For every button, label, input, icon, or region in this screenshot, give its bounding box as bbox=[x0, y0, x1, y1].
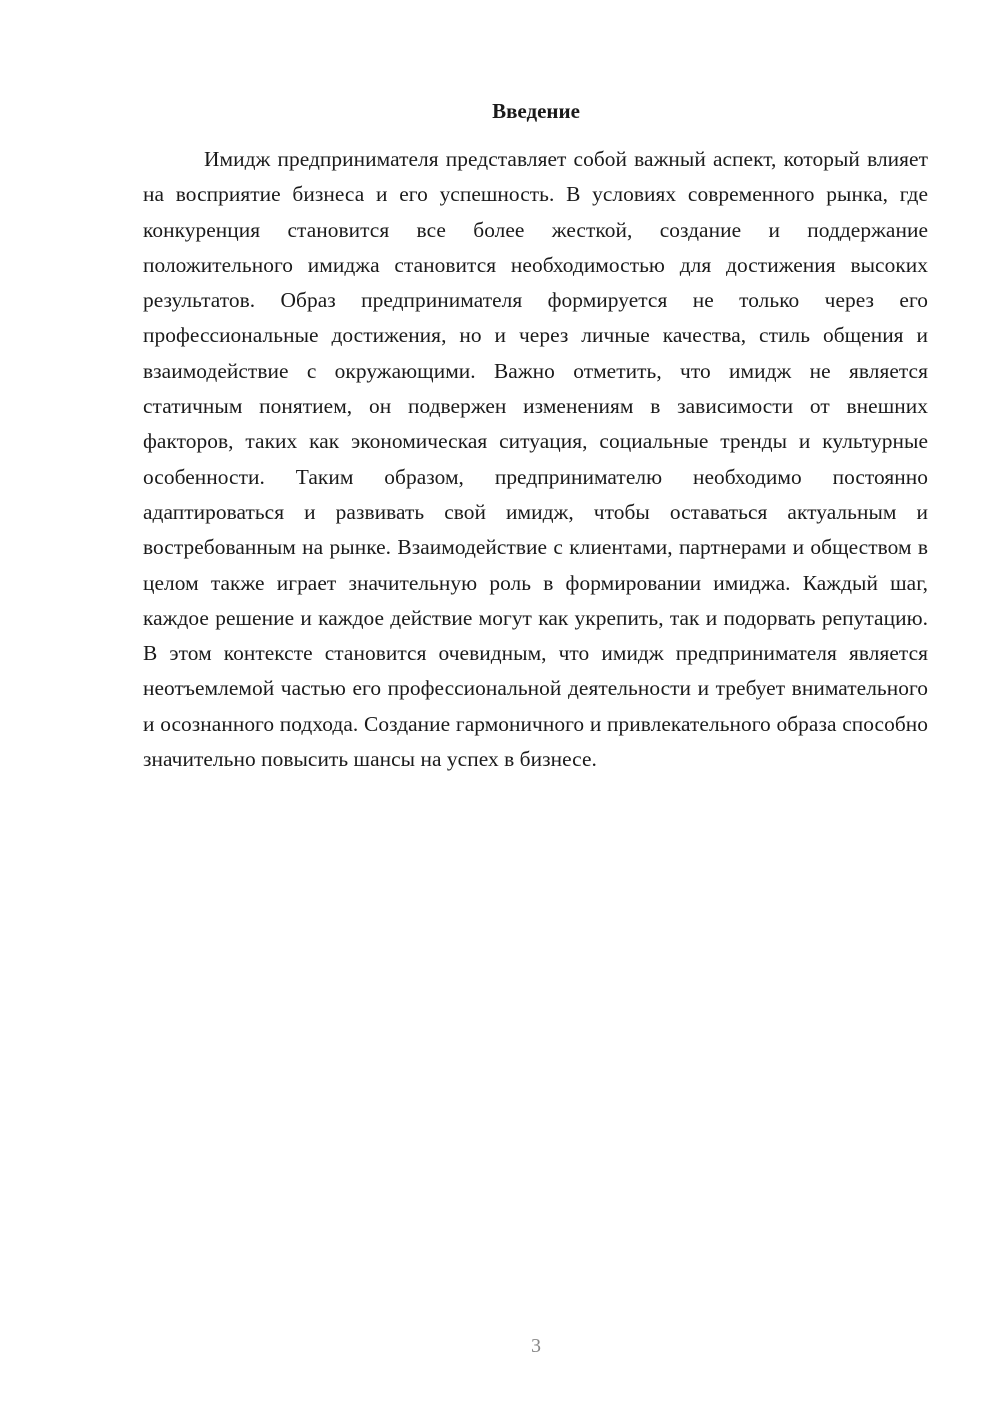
body-paragraph: Имидж предпринимателя представляет собой важный аспект, который влияет на восприятие бизнеса и его успешность. В условиях современного рынка, где конкуренция становится все более жесткой, создание и поддержание положительного имиджа становится необходимостью для достижения высоких результатов. Образ предпринимателя формируется не только через его профессиональные достижения, но и через личные качества, стиль общения и взаимодействие с окружающими. Важно отметить, что имидж не является статичным понятием, он подвержен изменениям в зависимости от внешних факторов, таких как экономическая ситуация, социальные тренды и культурные особенности. Таким образом, предпринимателю необходимо постоянно адаптироваться и развивать свой имидж, чтобы оставаться актуальным и востребованным на рынке. Взаимодействие с клиентами, партнерами и обществом в целом также играет значительную роль в формировании имиджа. Каждый шаг, каждое решение и каждое действие могут как укрепить, так и подорвать репутацию. В этом контексте становится очевидным, что имидж предпринимателя является неотъемлемой частью его профессиональной деятельности и требует внимательного и осознанного подхода. Создание гармоничного и привлекательного образа способно значительно повысить шансы на успех в бизнесе. bbox=[143, 147, 928, 772]
section-heading: Введение bbox=[492, 99, 580, 123]
page-number: 3 bbox=[531, 1335, 541, 1357]
